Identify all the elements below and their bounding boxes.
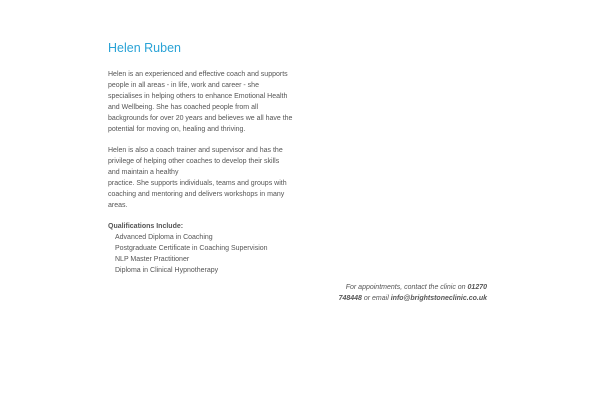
qualifications-list <box>108 232 298 276</box>
bio-line: and Wellbeing. She has coached people from all <box>108 104 259 111</box>
bio-line: coaching and mentoring and delivers workshops in many <box>108 191 285 198</box>
contact-text: or email <box>361 295 391 302</box>
bio-line: potential for moving on, healing and thriving. <box>108 126 246 133</box>
bio-line: Helen is also a coach trainer and supervisor and has the <box>108 147 283 154</box>
qualification-item: Advanced Diploma in Coaching <box>115 234 213 241</box>
qualifications-heading: Qualifications Include: <box>108 223 184 230</box>
qualification-item: Diploma in Clinical Hypnotherapy <box>115 267 219 274</box>
email-link[interactable]: info@brightstoneclinic.co.uk <box>390 295 487 302</box>
bio-line: specialises in helping others to enhance Emotional Health <box>108 93 288 100</box>
bio-line: privilege of helping other coaches to develop their skills <box>108 158 280 165</box>
bio-line: backgrounds for over 20 years and believes we all have the <box>108 115 293 122</box>
qualification-item: NLP Master Practitioner <box>115 256 190 263</box>
contact-text: For appointments, contact the clinic on <box>345 284 468 291</box>
profile-section <box>108 40 298 276</box>
bio-paragraph-2 <box>108 145 298 211</box>
bio-line: practice. She supports individuals, teams and groups with <box>108 180 287 187</box>
bio-line: Helen is an experienced and effective coach and supports <box>108 71 288 78</box>
qualification-item: Postgraduate Certificate in Coaching Supervision <box>115 245 268 252</box>
phone-number-part1[interactable]: 01270 <box>467 284 487 291</box>
contact-info <box>327 282 487 304</box>
bio-line: areas. <box>108 202 128 209</box>
bio-line: and maintain a healthy <box>108 169 179 176</box>
phone-number-part2[interactable]: 748448 <box>338 295 362 302</box>
page-title: Helen Ruben <box>108 41 181 55</box>
bio-paragraph-1 <box>108 69 298 135</box>
bio-line: people in all areas - in life, work and career - she <box>108 82 259 89</box>
